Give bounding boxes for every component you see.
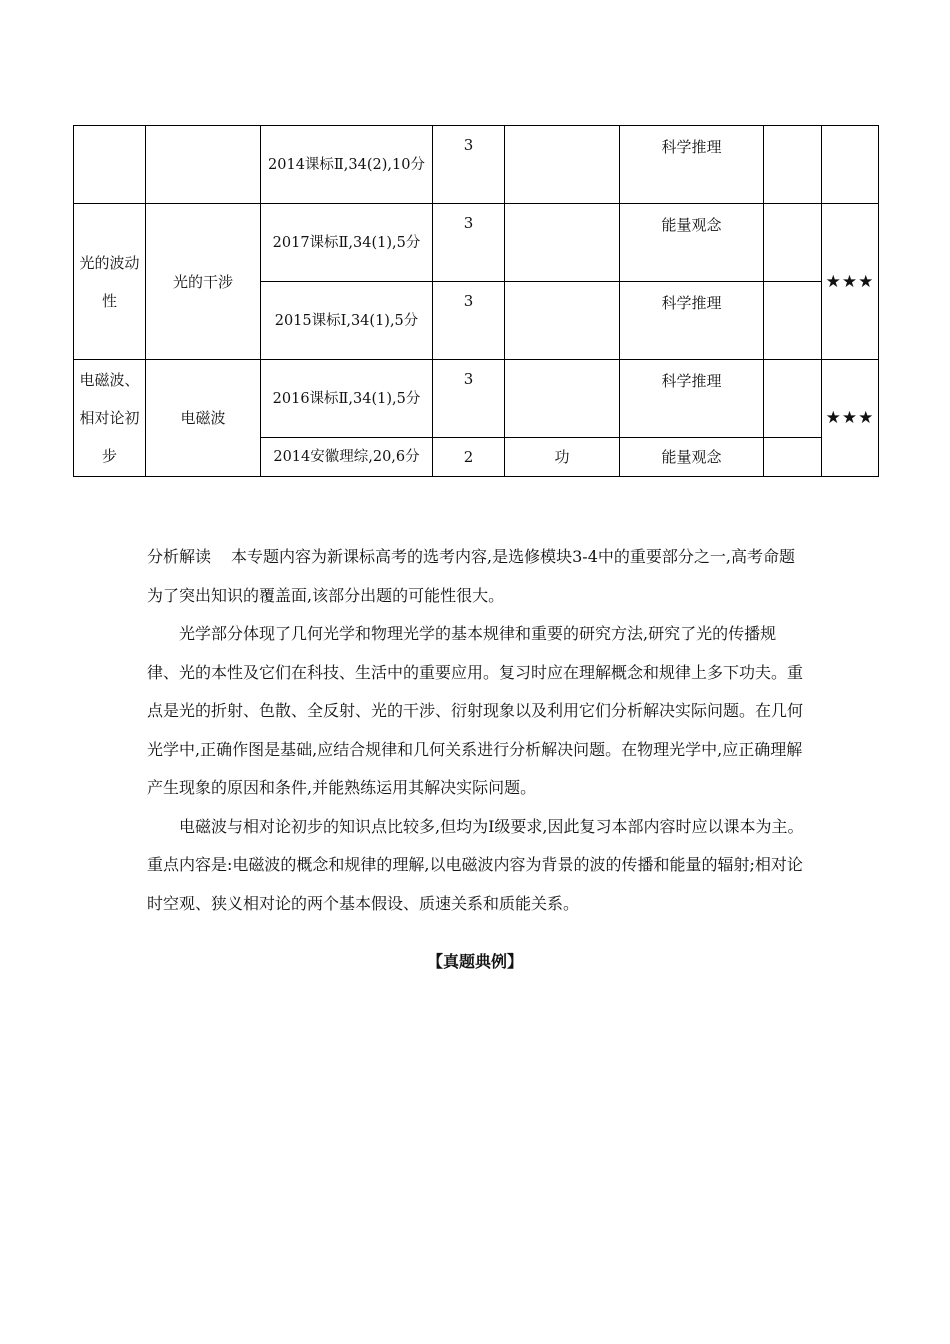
- exam-source-cell: 2014课标Ⅱ,34(2),10分: [261, 126, 433, 204]
- section-heading: 【真题典例】: [426, 952, 523, 971]
- analysis-section: [147, 538, 807, 923]
- analysis-text: 本专题内容为新课标高考的选考内容,是选修模块3-4中的重要部分之一,高考命题为了突出知识的覆盖面,该部分出题的可能性很大。: [147, 547, 795, 605]
- blank-cell: [764, 360, 822, 438]
- exam-source-cell: 2014安徽理综,20,6分: [261, 438, 433, 477]
- exam-table: [73, 125, 879, 477]
- blank-cell: [764, 126, 822, 204]
- lead-cell: 功: [505, 438, 620, 477]
- analysis-paragraph: 电磁波与相对论初步的知识点比较多,但均为Ⅰ级要求,因此复习本部内容时应以课本为主。重点内容是:电磁波的概念和规律的理解,以电磁波内容为背景的波的传播和能量的辐射;相对论时空观、狭义相对论的两个基本假设、质速关系和质能关系。: [147, 816, 804, 913]
- knowledge-point-cell: 光的干涉: [146, 204, 261, 360]
- rating-stars: ★★★: [822, 204, 879, 360]
- level-cell: 3: [433, 126, 505, 204]
- topic-cell: 光的波动性: [74, 204, 146, 360]
- table-row: [74, 360, 879, 438]
- knowledge-point-cell: 电磁波: [146, 360, 261, 477]
- level-cell: 2: [433, 438, 505, 477]
- exam-source-cell: 2016课标Ⅱ,34(1),5分: [261, 360, 433, 438]
- literacy-cell: 能量观念: [620, 438, 764, 477]
- topic-cell: 电磁波、相对论初步: [74, 360, 146, 477]
- blank-cell: [764, 282, 822, 360]
- exam-source-cell: 2015课标Ⅰ,34(1),5分: [261, 282, 433, 360]
- literacy-cell: 科学推理: [620, 282, 764, 360]
- rating-stars: ★★★: [822, 360, 879, 477]
- analysis-label: 分析解读: [147, 547, 212, 566]
- literacy-cell: 能量观念: [620, 204, 764, 282]
- knowledge-point-cell: [146, 126, 261, 204]
- literacy-cell: 科学推理: [620, 360, 764, 438]
- lead-cell: [505, 282, 620, 360]
- blank-cell: [764, 204, 822, 282]
- literacy-cell: 科学推理: [620, 126, 764, 204]
- lead-cell: [505, 360, 620, 438]
- rating-cell: [822, 126, 879, 204]
- analysis-paragraph: 光学部分体现了几何光学和物理光学的基本规律和重要的研究方法,研究了光的传播规律、光的本性及它们在科技、生活中的重要应用。复习时应在理解概念和规律上多下功夫。重点是光的折射、色散、全反射、光的干涉、衍射现象以及利用它们分析解决实际问题。在几何光学中,正确作图是基础,应结合规律和几何关系进行分析解决问题。在物理光学中,应正确理解产生现象的原因和条件,并能熟练运用其解决实际问题。: [147, 624, 804, 797]
- level-cell: 3: [433, 282, 505, 360]
- topic-cell: [74, 126, 146, 204]
- table-row: [74, 126, 879, 204]
- level-cell: 3: [433, 360, 505, 438]
- analysis-paragraph: [147, 538, 807, 615]
- lead-cell: [505, 126, 620, 204]
- level-cell: 3: [433, 204, 505, 282]
- lead-cell: [505, 204, 620, 282]
- exam-source-cell: 2017课标Ⅱ,34(1),5分: [261, 204, 433, 282]
- table-row: [74, 204, 879, 282]
- blank-cell: [764, 438, 822, 477]
